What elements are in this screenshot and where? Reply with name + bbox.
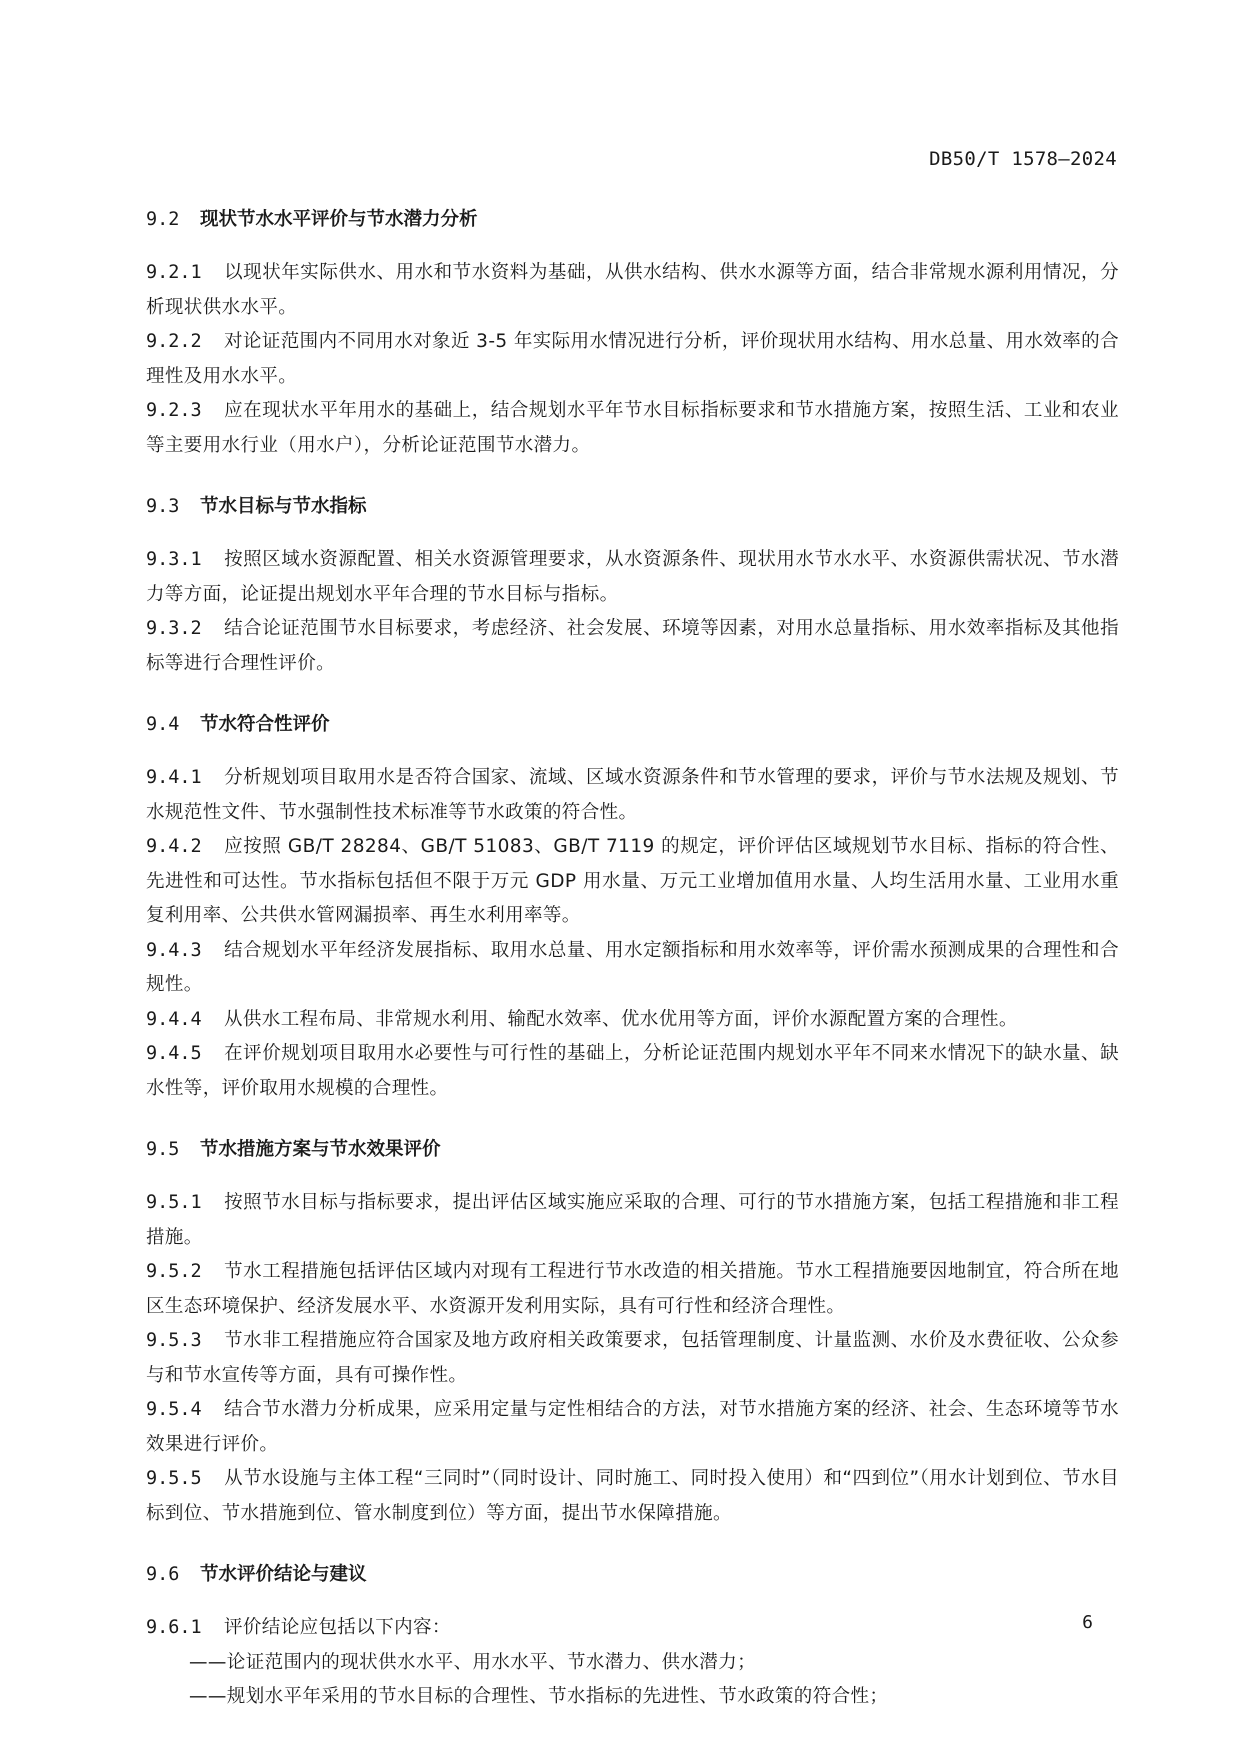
clause-text: 结合论证范围节水目标要求，考虑经济、社会发展、环境等因素，对用水总量指标、用水效率指标及其他指标等进行合理性评价。 [146,618,1119,674]
section-number: 9.5 [146,1139,180,1160]
clause-9-2-1 [146,256,1119,325]
clause-9-4-5 [146,1037,1119,1106]
clause-9-6-1 [146,1611,1119,1646]
clause-number: 9.6.1 [146,1617,202,1638]
clause-number: 9.2.2 [146,331,202,352]
clause-text: 按照区域水资源配置、相关水资源管理要求，从水资源条件、现状用水节水水平、水资源供需状况、节水潜力等方面，论证提出规划水平年合理的节水目标与指标。 [146,549,1119,605]
section-title [146,1559,1119,1591]
section-number: 9.6 [146,1564,180,1585]
clause-text: 对论证范围内不同用水对象近 3-5 年实际用水情况进行分析，评价现状用水结构、用水总量、用水效率的合理性及用水水平。 [146,331,1119,387]
clause-text: 按照节水目标与指标要求，提出评估区域实施应采取的合理、可行的节水措施方案，包括工程措施和非工程措施。 [146,1192,1119,1248]
clause-number: 9.4.1 [146,767,202,788]
clause-number: 9.3.2 [146,618,202,639]
clause-number: 9.5.1 [146,1192,202,1213]
clause-number: 9.4.2 [146,836,202,857]
section-title-text: 节水评价结论与建议 [200,1564,367,1585]
clause-text: 应在现状水平年用水的基础上，结合规划水平年节水目标指标要求和节水措施方案，按照生活、工业和农业等主要用水行业（用水户），分析论证范围节水潜力。 [146,400,1119,456]
clause-number: 9.5.4 [146,1399,202,1420]
clause-9-5-5 [146,1462,1119,1531]
clause-number: 9.4.4 [146,1008,202,1030]
section-title-text: 节水符合性评价 [200,714,330,735]
clause-number: 9.2.1 [146,262,202,283]
clause-9-4-3 [146,934,1119,1003]
section-number: 9.4 [146,714,180,735]
clause-9-5-2 [146,1255,1119,1324]
section-9-6 [146,1559,1119,1715]
clause-text: 结合规划水平年经济发展指标、取用水总量、用水定额指标和用水效率等，评价需水预测成果的合理性和合规性。 [146,939,1119,995]
clause-number: 9.5.2 [146,1261,202,1282]
list-item: ——规划水平年采用的节水目标的合理性、节水指标的先进性、节水政策的符合性； [189,1686,889,1707]
section-title-text: 节水目标与节水指标 [200,496,367,517]
clause-9-5-1 [146,1186,1119,1255]
clause-9-4-2 [146,830,1119,934]
section-9-3 [146,491,1119,681]
section-number: 9.2 [146,209,180,230]
section-9-2 [146,204,1119,463]
clause-text: 节水工程措施包括评估区域内对现有工程进行节水改造的相关措施。节水工程措施要因地制宜，符合所在地区生态环境保护、经济发展水平、水资源开发利用实际，具有可行性和经济合理性。 [146,1261,1119,1317]
clause-number: 9.4.5 [146,1043,202,1064]
list-item: ——论证范围内的现状供水水平、用水水平、节水潜力、供水潜力； [189,1651,757,1673]
section-9-4 [146,709,1119,1106]
section-title-text: 节水措施方案与节水效果评价 [200,1139,441,1160]
clause-9-5-4 [146,1393,1119,1462]
clause-text: 以现状年实际供水、用水和节水资料为基础，从供水结构、供水水源等方面，结合非常规水源利用情况，分析现状供水水平。 [146,262,1119,318]
clause-9-2-2 [146,325,1119,394]
clause-number: 9.4.3 [146,939,202,961]
clause-9-5-3 [146,1324,1119,1393]
clause-text: 结合节水潜力分析成果，应采用定量与定性相结合的方法，对节水措施方案的经济、社会、生态环境等节水效果进行评价。 [146,1399,1119,1455]
section-number: 9.3 [146,496,180,517]
clause-text: 评价结论应包括以下内容： [224,1617,451,1638]
clause-text: 在评价规划项目取用水必要性与可行性的基础上，分析论证范围内规划水平年不同来水情况下的缺水量、缺水性等，评价取用水规模的合理性。 [146,1043,1119,1099]
clause-number: 9.3.1 [146,549,202,570]
section-title-text: 现状节水水平评价与节水潜力分析 [200,209,478,230]
clause-9-4-4 [146,1003,1119,1038]
section-title [146,204,1119,236]
clause-text: 应按照 GB/T 28284、GB/T 51083、GB/T 7119 的规定，评价评估区域规划节水目标、指标的符合性、先进性和可达性。节水指标包括但不限于万元 GDP 用水量、万元工业增加值用水量、人均生活用水量、工业用水重复利用率、公共供水管网漏损率、再生水利用率等。 [146,836,1119,926]
clause-9-3-2 [146,612,1119,681]
clause-text: 从供水工程布局、非常规水利用、输配水效率、优水优用等方面，评价水源配置方案的合理性。 [224,1008,1018,1030]
clause-text: 从节水设施与主体工程“三同时”（同时设计、同时施工、同时投入使用）和“四到位”（用水计划到位、节水目标到位、节水措施到位、管水制度到位）等方面，提出节水保障措施。 [146,1468,1119,1524]
document-body [146,204,1119,1715]
clause-number: 9.2.3 [146,400,202,421]
clause-number: 9.5.5 [146,1468,202,1489]
section-9-5 [146,1134,1119,1531]
page-number: 6 [1082,1612,1093,1633]
document-code: DB50/T 1578—2024 [929,148,1117,170]
clause-9-2-3 [146,394,1119,463]
section-title [146,709,1119,741]
clause-number: 9.5.3 [146,1330,202,1351]
section-title [146,491,1119,523]
clause-text: 节水非工程措施应符合国家及地方政府相关政策要求，包括管理制度、计量监测、水价及水费征收、公众参与和节水宣传等方面，具有可操作性。 [146,1330,1119,1386]
clause-9-4-1 [146,761,1119,830]
clause-9-3-1 [146,543,1119,612]
section-title [146,1134,1119,1166]
clause-text: 分析规划项目取用水是否符合国家、流域、区域水资源条件和节水管理的要求，评价与节水法规及规划、节水规范性文件、节水强制性技术标准等节水政策的符合性。 [146,767,1119,823]
